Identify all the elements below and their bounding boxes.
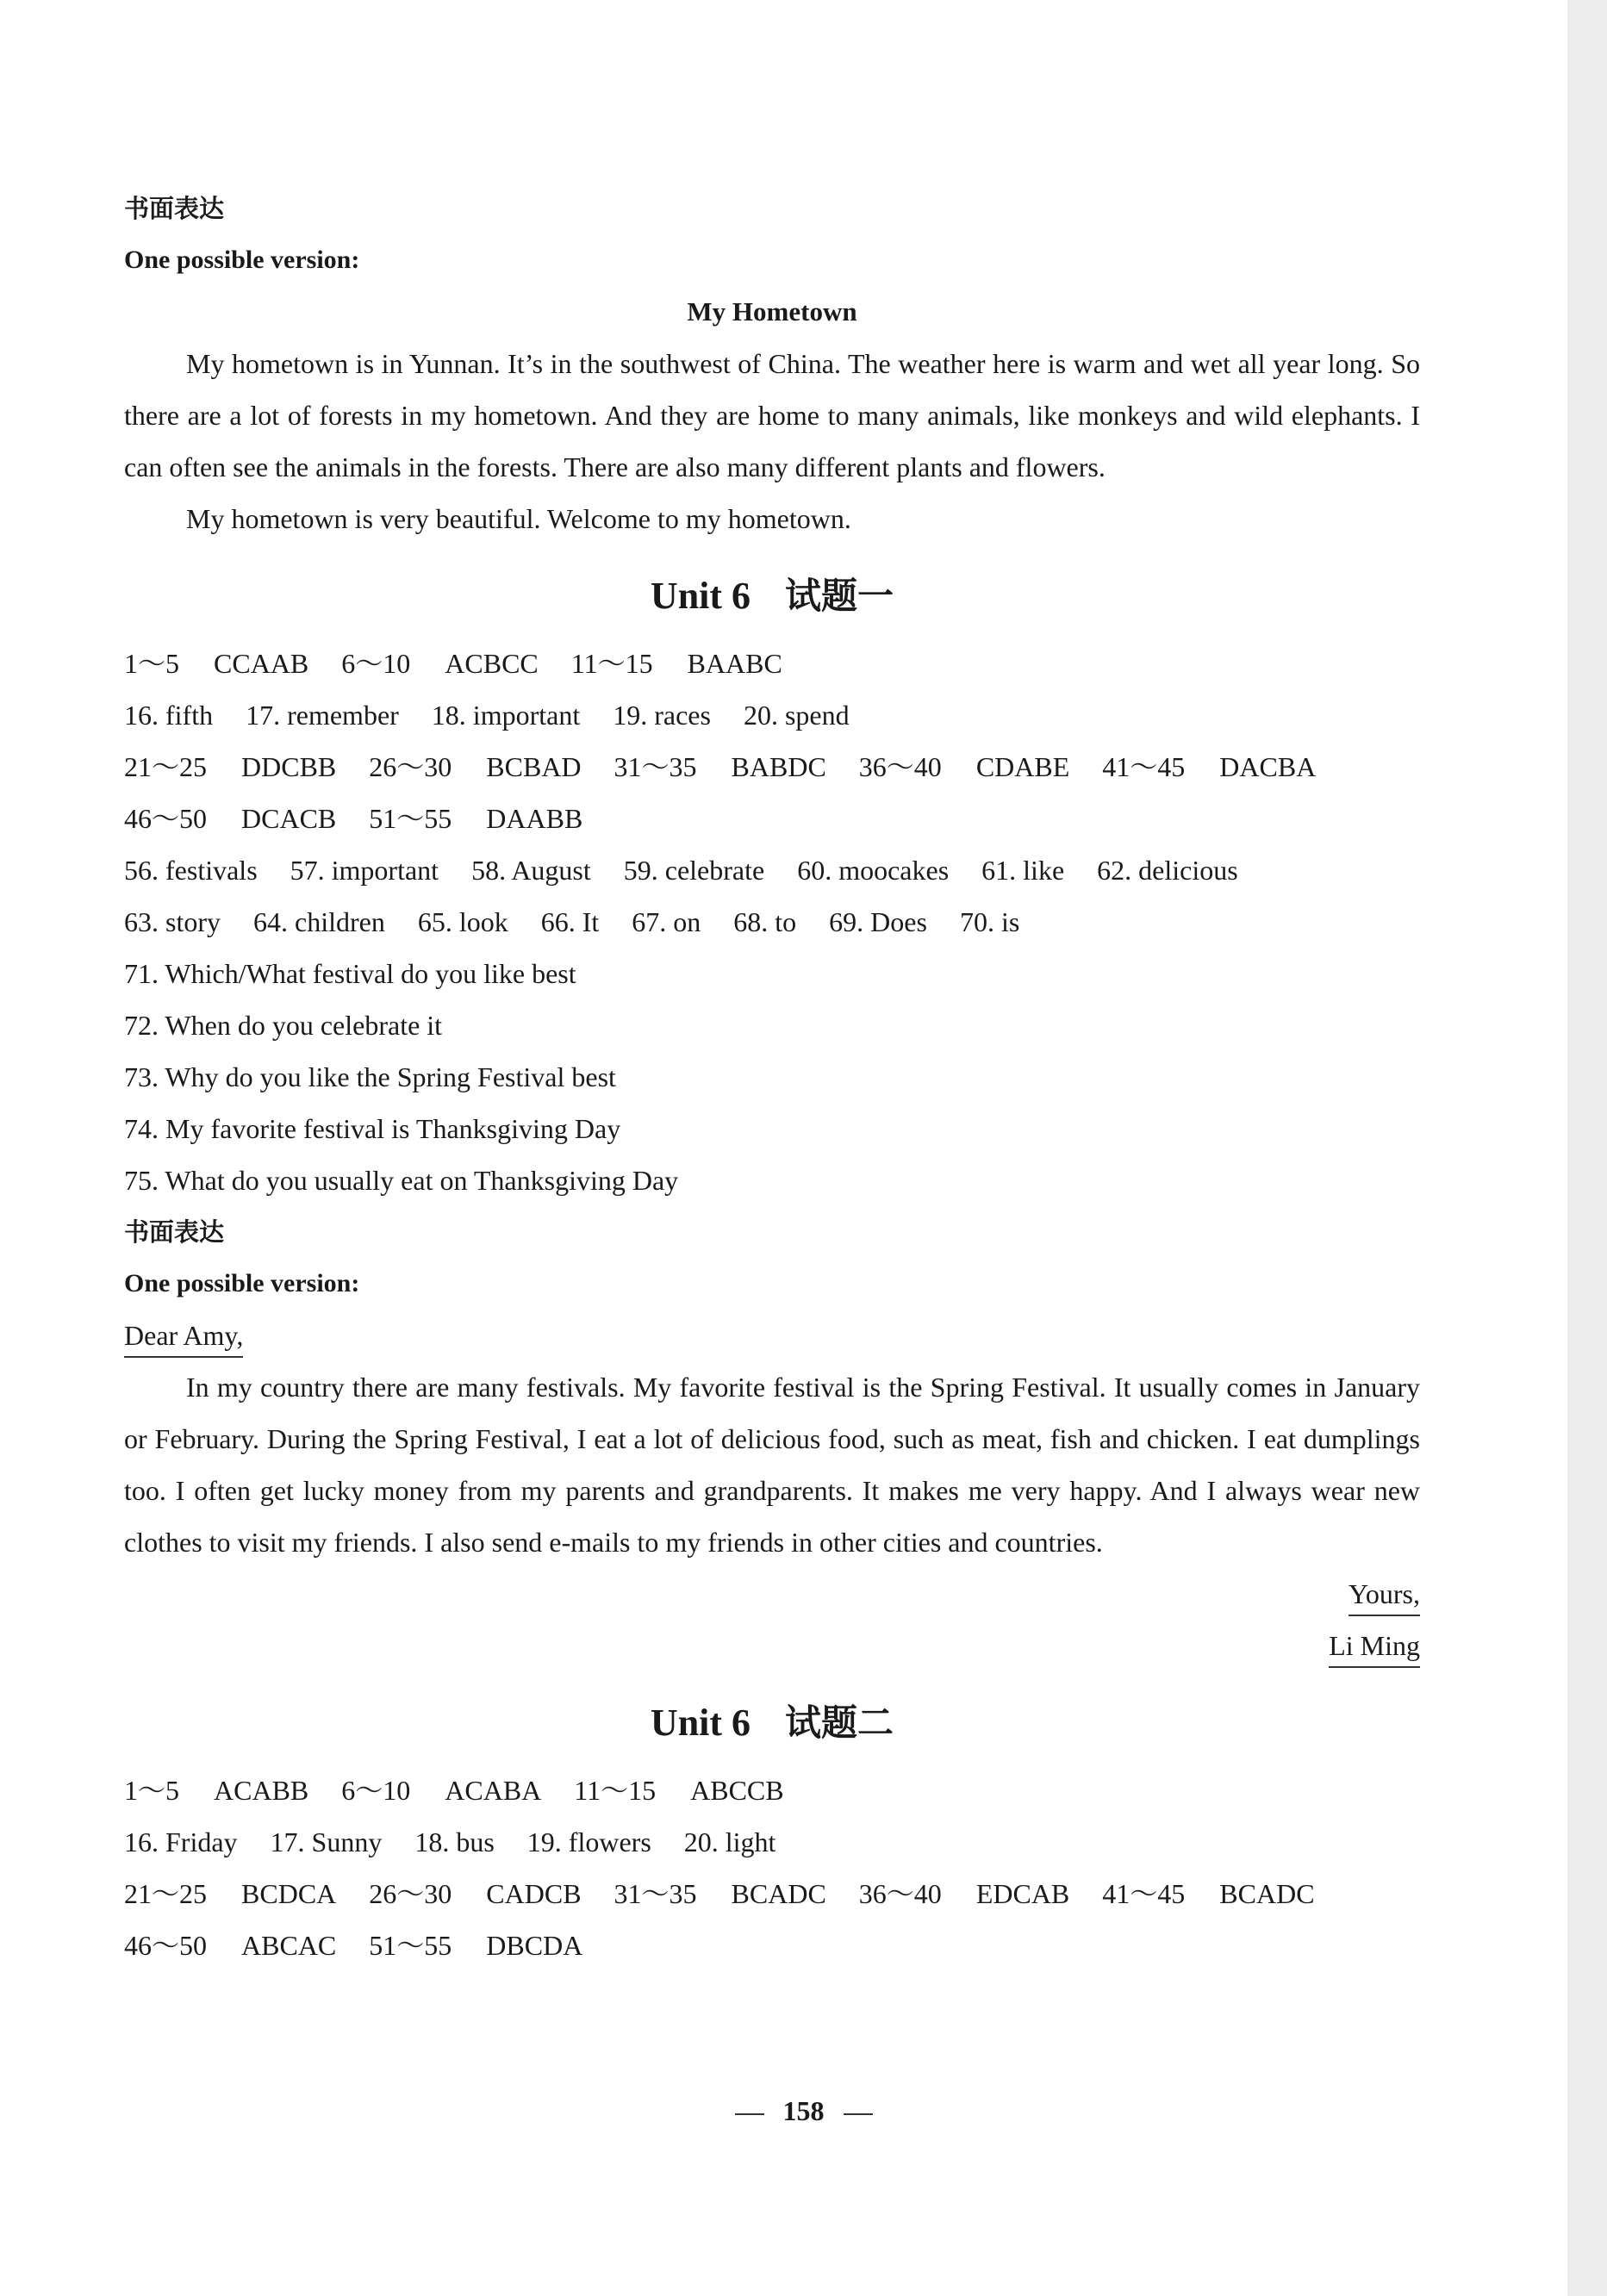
essay-title: My Hometown bbox=[687, 296, 857, 327]
unit-heading-en: Unit 6 bbox=[650, 575, 751, 617]
answer-value: ACBCC bbox=[445, 648, 539, 679]
answer-line bbox=[124, 638, 1420, 689]
sentence-answer: 73. Why do you like the Spring Festival best bbox=[124, 1061, 616, 1092]
answer-value: ACABB bbox=[214, 1775, 309, 1806]
page-number bbox=[0, 2095, 1607, 2127]
answer-range: 31～35 bbox=[614, 1878, 697, 1909]
answer-line bbox=[124, 1920, 1420, 1971]
answer-value: CCAAB bbox=[214, 648, 309, 679]
answer-item: 18. bus bbox=[414, 1826, 495, 1857]
answer-item: 68. to bbox=[733, 906, 797, 937]
letter-body: In my country there are many festivals. My favorite festival is the Spring Festival. It usually comes in January or February. During the Spring Festival, I eat a lot of delicious food, such as meat, fish and chicken. I eat dumplings too. I often get lucky money from my parents and grandparents. It makes me very happy. And I always wear new clothes to visit my friends. I also send e-mails to my friends in other cities and countries. bbox=[124, 1372, 1420, 1558]
dash-right bbox=[844, 2113, 873, 2115]
answer-line bbox=[124, 1816, 1420, 1868]
unit-heading bbox=[124, 1671, 1420, 1764]
answer-item: 62. delicious bbox=[1097, 855, 1238, 886]
answer-item: 19. races bbox=[613, 700, 711, 731]
answer-value: DAABB bbox=[486, 803, 583, 834]
answer-item: 17. remember bbox=[246, 700, 399, 731]
essay-body bbox=[124, 338, 1420, 544]
answer-item: 61. like bbox=[981, 855, 1065, 886]
answer-line bbox=[124, 1868, 1420, 1920]
answer-value: ABCAC bbox=[241, 1930, 337, 1961]
answer-range: 26～30 bbox=[369, 1878, 452, 1909]
writing-section-label: 书面表达 bbox=[124, 1217, 225, 1247]
answer-value: BCADC bbox=[1219, 1878, 1315, 1909]
essay-paragraph: My hometown is very beautiful. Welcome to my hometown. bbox=[186, 503, 851, 534]
answer-range: 51～55 bbox=[369, 1930, 452, 1961]
sentence-answer: 75. What do you usually eat on Thanksgiving Day bbox=[124, 1165, 679, 1196]
answer-item: 60. moocakes bbox=[797, 855, 950, 886]
sentence-answer: 72. When do you celebrate it bbox=[124, 1010, 443, 1041]
answer-range: 46～50 bbox=[124, 803, 208, 834]
unit-heading-cn: 试题二 bbox=[785, 1702, 894, 1744]
answer-range: 21～25 bbox=[124, 751, 208, 782]
answer-value: DDCBB bbox=[241, 751, 337, 782]
answer-item: 65. look bbox=[417, 906, 508, 937]
answer-item: 66. It bbox=[540, 906, 600, 937]
letter-greeting-line bbox=[124, 1310, 1420, 1361]
letter-greeting: Dear Amy, bbox=[124, 1315, 243, 1358]
letter-closing-line bbox=[124, 1568, 1420, 1620]
answer-value: DACBA bbox=[1219, 751, 1317, 782]
answer-line bbox=[124, 689, 1420, 741]
unit-heading-en: Unit 6 bbox=[650, 1702, 751, 1744]
answer-line bbox=[124, 896, 1420, 948]
dash-left bbox=[735, 2113, 764, 2115]
answer-item: 64. children bbox=[253, 906, 385, 937]
answer-item: 63. story bbox=[124, 906, 221, 937]
letter-signature: Li Ming bbox=[1329, 1625, 1420, 1668]
version-label: One possible version: bbox=[124, 246, 360, 274]
answer-range: 11～15 bbox=[570, 648, 653, 679]
answer-item: 57. important bbox=[290, 855, 439, 886]
answer-item: 16. Friday bbox=[124, 1826, 238, 1857]
answer-value: DBCDA bbox=[486, 1930, 583, 1961]
answer-item: 69. Does bbox=[829, 906, 927, 937]
answer-item: 58. August bbox=[471, 855, 591, 886]
answer-range: 41～45 bbox=[1102, 751, 1186, 782]
answer-line bbox=[124, 1764, 1420, 1816]
answer-range: 51～55 bbox=[369, 803, 452, 834]
answer-range: 36～40 bbox=[858, 1878, 942, 1909]
answer-item: 70. is bbox=[959, 906, 1020, 937]
answer-item: 16. fifth bbox=[124, 700, 214, 731]
answer-value: BCADC bbox=[731, 1878, 826, 1909]
answer-range: 31～35 bbox=[614, 751, 697, 782]
unit-heading-cn: 试题一 bbox=[785, 575, 894, 617]
letter-closing: Yours, bbox=[1349, 1573, 1420, 1616]
answer-value: DCACB bbox=[241, 803, 337, 834]
answer-range: 1～5 bbox=[124, 648, 180, 679]
page-content bbox=[124, 183, 1420, 1971]
answer-range: 36～40 bbox=[858, 751, 942, 782]
answer-range: 11～15 bbox=[574, 1775, 657, 1806]
version-label: One possible version: bbox=[124, 1269, 360, 1297]
answer-value: CADCB bbox=[486, 1878, 582, 1909]
sentence-answer: 74. My favorite festival is Thanksgiving Day bbox=[124, 1113, 621, 1144]
answer-value: EDCAB bbox=[975, 1878, 1070, 1909]
scan-edge bbox=[1567, 0, 1607, 2296]
answer-value: BABDC bbox=[731, 751, 826, 782]
answer-range: 6～10 bbox=[341, 648, 411, 679]
letter-signature-line bbox=[124, 1620, 1420, 1671]
answer-value: BCBAD bbox=[486, 751, 582, 782]
answer-item: 59. celebrate bbox=[623, 855, 765, 886]
answer-value: ACABA bbox=[445, 1775, 542, 1806]
writing-section-label: 书面表达 bbox=[124, 194, 225, 223]
answer-item: 20. light bbox=[683, 1826, 776, 1857]
answer-item: 56. festivals bbox=[124, 855, 258, 886]
answer-line bbox=[124, 741, 1420, 793]
answer-value: ABCCB bbox=[690, 1775, 784, 1806]
answer-range: 46～50 bbox=[124, 1930, 208, 1961]
answer-item: 19. flowers bbox=[526, 1826, 651, 1857]
answer-value: BCDCA bbox=[241, 1878, 337, 1909]
answer-line bbox=[124, 844, 1420, 896]
answer-range: 26～30 bbox=[369, 751, 452, 782]
answer-item: 17. Sunny bbox=[270, 1826, 383, 1857]
answer-item: 67. on bbox=[632, 906, 701, 937]
answer-item: 18. important bbox=[431, 700, 581, 731]
answer-range: 21～25 bbox=[124, 1878, 208, 1909]
sentence-answer: 71. Which/What festival do you like best bbox=[124, 958, 576, 989]
answer-value: BAABC bbox=[687, 648, 782, 679]
answer-item: 20. spend bbox=[743, 700, 850, 731]
answer-range: 41～45 bbox=[1102, 1878, 1186, 1909]
answer-range: 6～10 bbox=[341, 1775, 411, 1806]
essay-paragraph: My hometown is in Yunnan. It’s in the southwest of China. The weather here is warm and wet all year long. So there are a lot of forests in my hometown. And they are home to many animals, like monkeys and wild elephants. I can often see the animals in the forests. There are also many different plants and flowers. bbox=[124, 348, 1420, 482]
answer-line bbox=[124, 793, 1420, 844]
page-number-value: 158 bbox=[782, 2095, 825, 2126]
answer-range: 1～5 bbox=[124, 1775, 180, 1806]
answer-value: CDABE bbox=[975, 751, 1070, 782]
unit-heading bbox=[124, 544, 1420, 638]
